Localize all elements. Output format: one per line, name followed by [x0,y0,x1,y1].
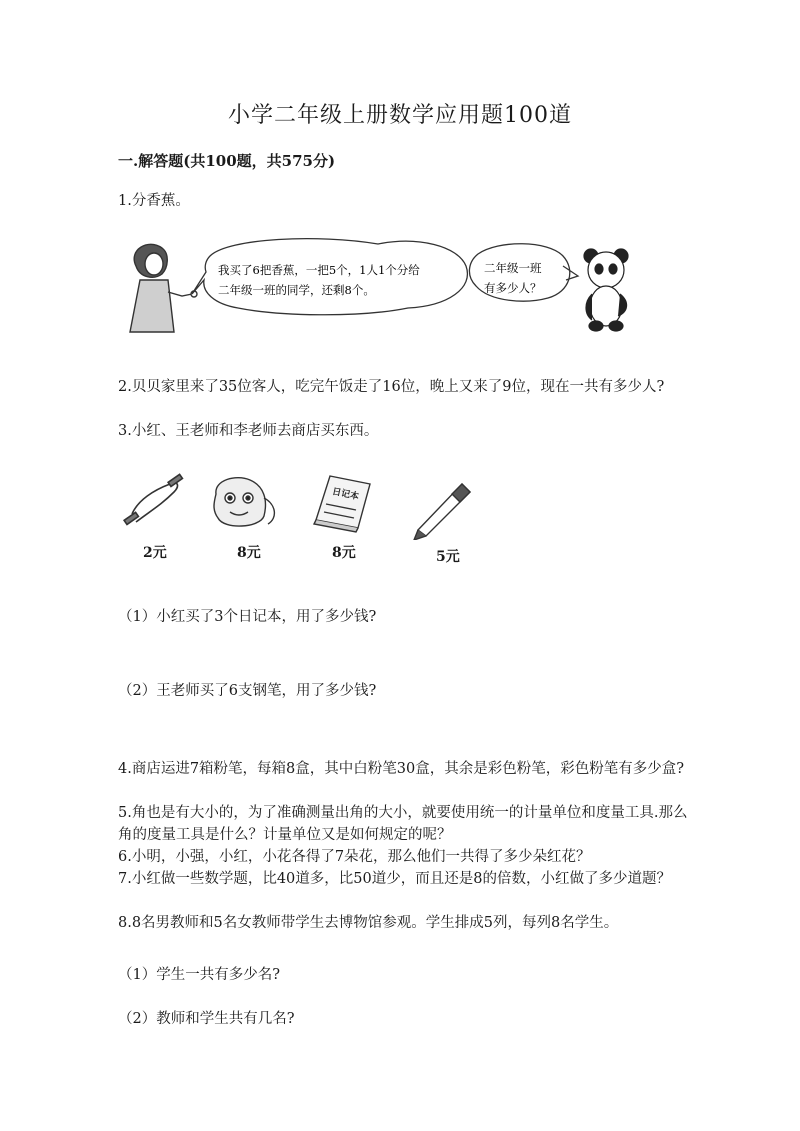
question-3-sub-2: （2）王老师买了6支钢笔，用了多少钱? [118,683,377,699]
question-3: 3.小红、王老师和李老师去商店买东西。 [118,423,379,439]
price-pen: 5元 [436,549,460,565]
bubble-2-line-1: 二年级一班 [484,261,542,275]
question-4: 4.商店运进7箱粉笔，每箱8盒，其中白粉笔30盒，其余是彩色粉笔，彩色粉笔有多少盒? [118,761,685,777]
question-8: 8.8名男教师和5名女教师带学生去博物馆参观。学生排成5列，每列8名学生。 [118,915,619,931]
bubble-2-line-2: 有多少人？ [484,281,542,295]
section-heading: 一.解答题(共100题，共575分) [118,152,336,170]
panda-figure [584,249,628,331]
question-7: 7.小红做一些数学题，比40道多，比50道少，而且还是8的倍数，小红做了多少道题？ [118,871,671,887]
q1-illustration [118,236,638,336]
woman-figure [130,244,197,332]
question-8-sub-2: （2）教师和学生共有几名? [118,1011,295,1027]
page-title: 小学二年级上册数学应用题100道 [228,103,572,128]
question-6: 6.小明，小强，小红，小花各得了7朵花，那么他们一共得了多少朵红花？ [118,849,591,865]
price-jump-rope: 2元 [143,545,167,561]
jump-rope-icon [124,474,182,524]
backpack-icon [214,478,274,526]
question-1: 1.分香蕉。 [118,193,190,209]
q3-items-illustration [118,470,478,540]
pen-icon [414,484,470,540]
question-3-sub-1: （1）小红买了3个日记本，用了多少钱? [118,609,377,625]
question-5: 5.角也是有大小的，为了准确测量出角的大小，就要使用统一的计量单位和度量工具.那么角的度量工具是什么？计量单位又是如何规定的呢？ [118,805,688,843]
diary-icon [314,476,370,532]
bubble-1-line-2: 二年级一班的同学，还剩8个。 [218,283,375,297]
price-diary: 8元 [332,545,356,561]
price-backpack: 8元 [237,545,261,561]
diary-label: 日记本 [331,487,360,503]
bubble-1-line-1: 我买了6把香蕉，一把5个，1人1个分给 [218,263,420,277]
question-8-sub-1: （1）学生一共有多少名? [118,967,280,983]
question-2: 2.贝贝家里来了35位客人，吃完午饭走了16位，晚上又来了9位，现在一共有多少人? [118,379,665,395]
